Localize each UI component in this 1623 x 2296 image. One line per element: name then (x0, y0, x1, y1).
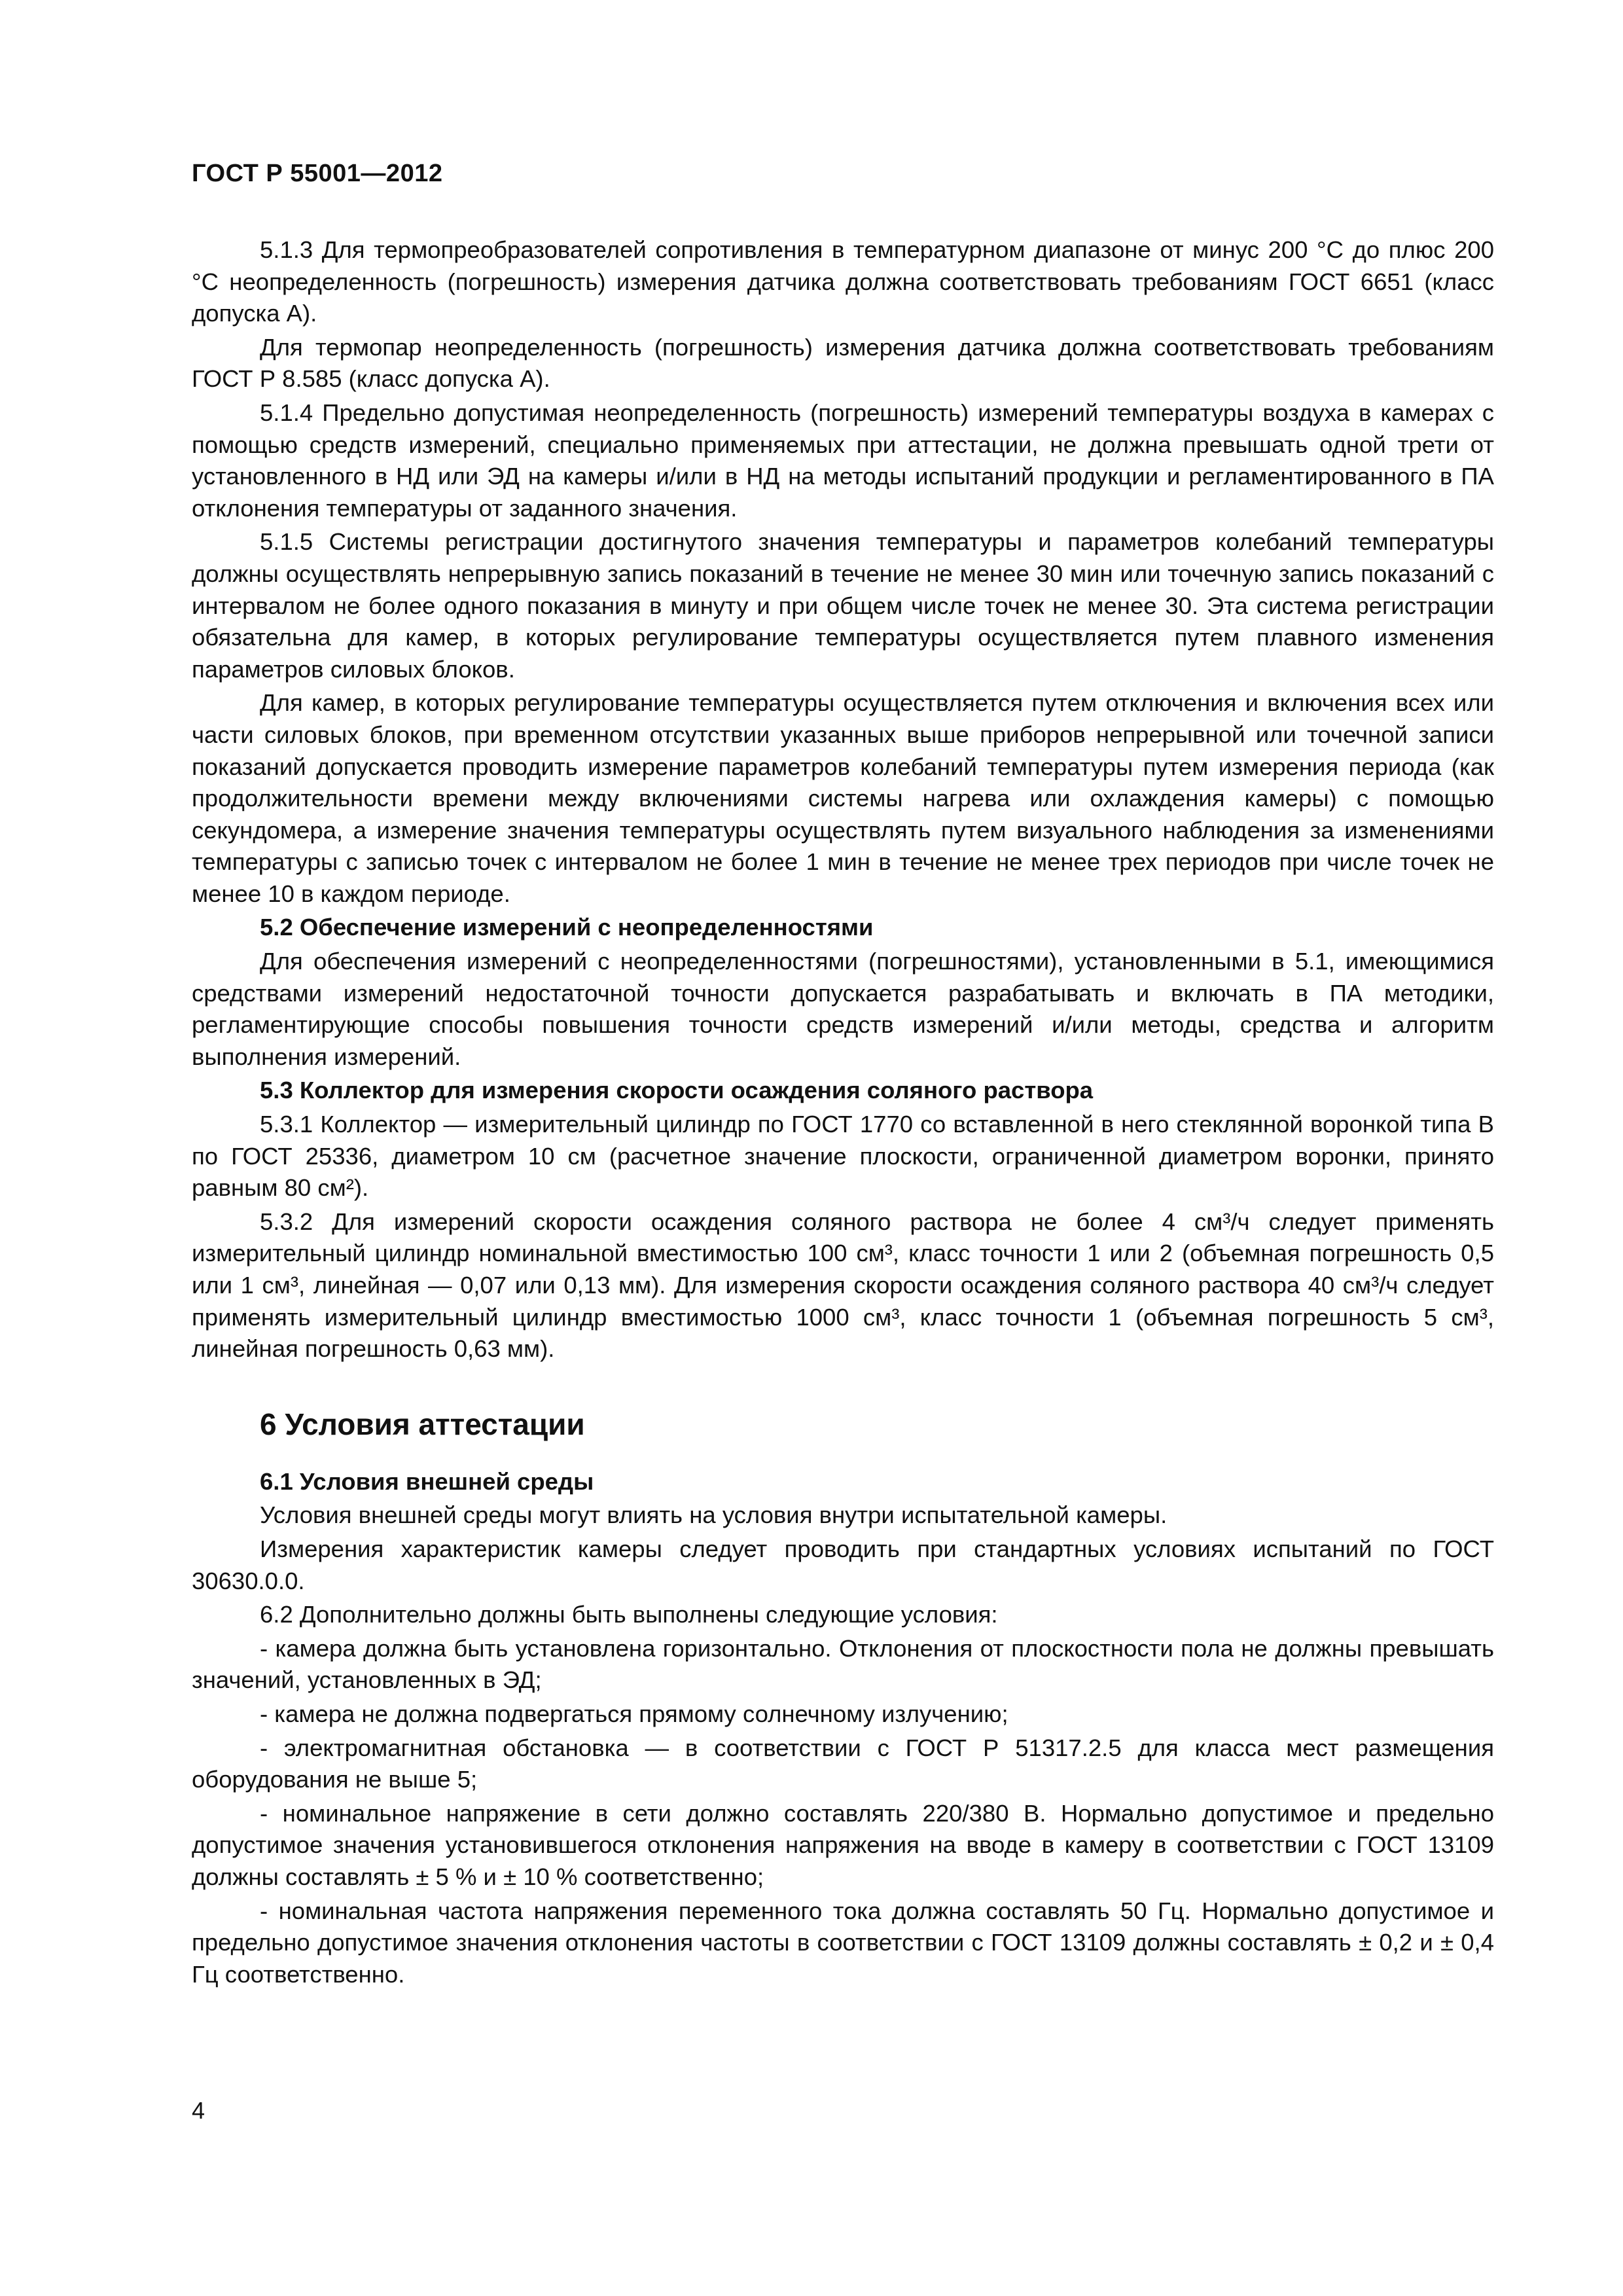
paragraph-5-3-1: 5.3.1 Коллектор — измерительный цилиндр по ГОСТ 1770 со вставленной в него стеклянной воронкой типа В по ГОСТ 25336, диаметром 10 см (расчетное значение плоскости, ограниченной диаметром воронки, принято равным 80 см²). (192, 1111, 1494, 1202)
list-item: - камера должна быть установлена горизонтально. Отклонения от плоскостности пола не должны превышать значений, установленных в ЭД; (192, 1634, 1494, 1694)
section-heading-5-3: 5.3 Коллектор для измерения скорости осаждения соляного раствора (260, 1077, 1094, 1104)
paragraph-5-2: Для обеспечения измерений с неопределенностями (погрешностями), установленными в 5.1, имеющимися средствами измерений недостаточной точности допускается разрабатывать и включать в ПА методики, регламентирующие способы повышения точности средств измерений и/или методы, средства и алгоритм выполнения измерений. (192, 948, 1494, 1070)
paragraph-5-1-5: 5.1.5 Системы регистрации достигнутого значения температуры и параметров колебаний температуры должны осуществлять непрерывную запись показаний в течение не менее 30 мин или точечную запись показаний с интервалом не более одного показания в минуту и при общем числе точек не менее 30. Эта система регистрации обязательна для камер, в которых регулирование температуры осуществляется путем плавного изменения параметров силовых блоков. (192, 528, 1494, 683)
chapter-heading-6: 6 Условия аттестации (260, 1407, 585, 1441)
document-body (192, 234, 1494, 1992)
section-heading-6-1: 6.1 Условия внешней среды (260, 1467, 594, 1495)
page-number: 4 (192, 2097, 205, 2124)
paragraph-5-1-4: 5.1.4 Предельно допустимая неопределенность (погрешность) измерений температуры воздуха в камерах с помощью средств измерений, специально применяемых при аттестации, не должна превышать одной трети от установленного в НД или ЭД на камеры и/или в НД на методы испытаний продукции и регламентированного в ПА отклонения температуры от заданного значения. (192, 399, 1494, 522)
section-heading-5-2: 5.2 Обеспечение измерений с неопределенностями (260, 914, 874, 941)
list-item: - электромагнитная обстановка — в соответствии с ГОСТ Р 51317.2.5 для класса мест размещения оборудования не выше 5; (192, 1734, 1494, 1793)
list-item: - камера не должна подвергаться прямому солнечному излучению; (260, 1700, 1008, 1727)
list-item: - номинальное напряжение в сети должно составлять 220/380 В. Нормально допустимое и предельно допустимое значения установившегося отклонения напряжения на вводе в камеру в соответствии с ГОСТ 13109 должны составлять ± 5 % и ± 10 % соответственно; (192, 1799, 1494, 1890)
paragraph-thermocouples: Для термопар неопределенность (погрешность) измерения датчика должна соответствовать требованиям ГОСТ Р 8.585 (класс допуска А). (192, 333, 1494, 393)
paragraph-5-1-3: 5.1.3 Для термопреобразователей сопротивления в температурном диапазоне от минус 200 °С до плюс 200 °С неопределенность (погрешность) измерения датчика должна соответствовать требованиям ГОСТ 6651 (класс допуска А). (192, 236, 1494, 327)
paragraph-chambers-switching: Для камер, в которых регулирование температуры осуществляется путем отключения и включения всех или части силовых блоков, при временном отсутствии указанных выше приборов непрерывной или точечной записи показаний допускается проводить измерение параметров колебаний температуры путем измерения периода (как продолжительности времени между включениями системы нагрева или охлаждения камеры) с помощью секундомера, а измерение значения температуры осуществлять путем визуального наблюдения за изменениями температуры с записью точек с интервалом не более 1 мин в течение не менее трех периодов при числе точек не менее 10 в каждом периоде. (192, 689, 1494, 907)
paragraph-environment: Условия внешней среды могут влиять на условия внутри испытательной камеры. (260, 1501, 1168, 1529)
document-header: ГОСТ Р 55001—2012 (192, 160, 443, 187)
list-item: - номинальная частота напряжения переменного тока должна составлять 50 Гц. Нормально допустимое и предельно допустимое значения отклонения частоты в соответствии с ГОСТ 13109 должны составлять ± 0,2 и ± 0,4 Гц соответственно. (192, 1897, 1494, 1988)
paragraph-measurements: Измерения характеристик камеры следует проводить при стандартных условиях испытаний по ГОСТ 30630.0.0. (192, 1535, 1494, 1594)
paragraph-6-2: 6.2 Дополнительно должны быть выполнены следующие условия: (260, 1601, 998, 1628)
paragraph-5-3-2: 5.3.2 Для измерений скорости осаждения соляного раствора не более 4 см³/ч следует применять измерительный цилиндр номинальной вместимостью 100 см³, класс точности 1 или 2 (объемная погрешность 0,5 или 1 см³, линейная — 0,07 или 0,13 мм). Для измерения скорости осаждения соляного раствора 40 см³/ч следует применять измерительный цилиндр вместимостью 1000 см³, класс точности 1 (объемная погрешность 5 см³, линейная погрешность 0,63 мм). (192, 1208, 1494, 1363)
